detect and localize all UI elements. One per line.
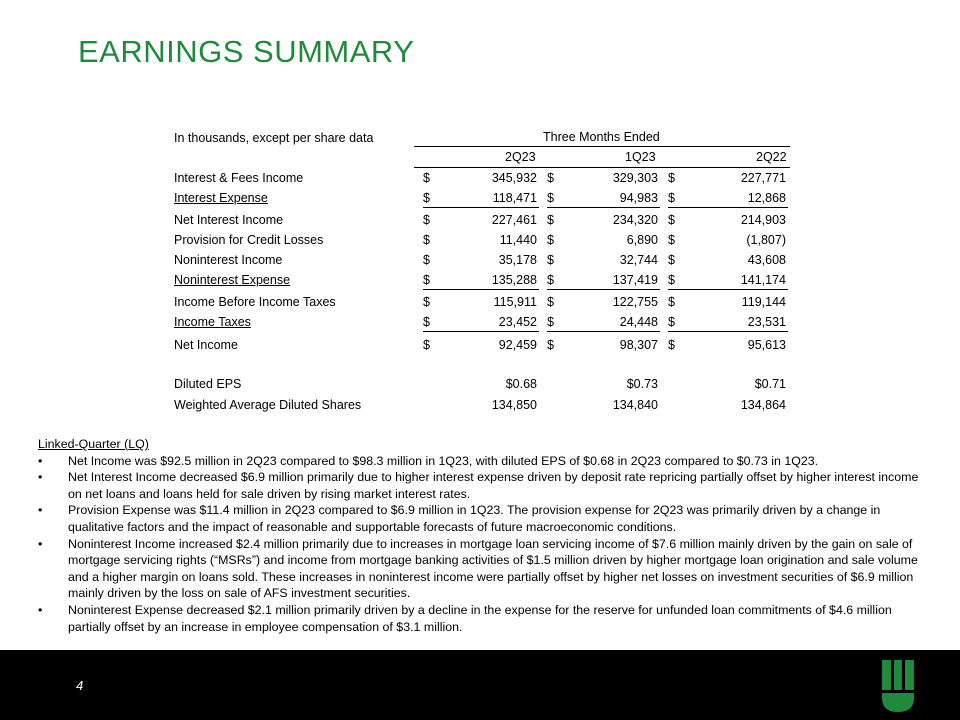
table-cell-value: 23,531 [747,315,786,329]
table-cell-currency: $ [668,191,675,205]
table-cell-value: 12,868 [747,191,786,205]
table-cell-currency: $ [668,338,675,352]
table-row-label: Income Taxes [174,315,251,329]
table-cell-currency: $ [547,295,554,309]
column-header-1q23: 1Q23 [625,150,656,164]
table-cell-value: 95,613 [747,338,786,352]
table-cell-value: 122,755 [612,295,658,309]
table-cell-currency: $ [423,338,430,352]
page-number: 4 [76,678,84,693]
table-cell-value: 135,288 [491,273,537,287]
table-cell-currency: $ [547,233,554,247]
table-cell-value: 134,840 [612,398,658,412]
table-cell-currency: $ [547,315,554,329]
note-bullet-item [38,502,933,535]
table-cell-value: 137,419 [612,273,658,287]
table-cell-currency: $ [423,171,430,185]
table-cell-value: 98,307 [619,338,658,352]
note-bullet-item [38,453,933,470]
note-bullet-item [38,469,933,502]
bank-logo-icon [880,660,916,712]
table-cell-value: 35,178 [498,253,537,267]
table-cell-value: 119,144 [741,295,786,309]
notes-heading: Linked-Quarter (LQ) [38,437,149,451]
table-cell-currency: $ [668,213,675,227]
table-cell-value: 141,174 [740,273,786,287]
column-header-2q23: 2Q23 [505,150,536,164]
period-header: Three Months Ended [543,130,660,144]
table-cell-value: $0.68 [505,377,537,391]
note-bullet-item [38,536,933,602]
subtotal-rule [423,207,539,208]
table-cell-currency: $ [668,171,675,185]
table-row-label: Net Interest Income [174,213,284,227]
note-text: Net Income was $92.5 million in 2Q23 compared to $98.3 million in 1Q23, with diluted EPS of $0.68 in 2Q23 compared to $0.73 in 1Q23. [68,453,819,468]
table-cell-value: 24,448 [619,315,658,329]
table-caption: In thousands, except per share data [174,131,374,145]
subtotal-rule [423,331,539,332]
table-cell-value: 134,864 [740,398,786,412]
table-cell-value: $0.73 [626,377,658,391]
table-cell-currency: $ [668,295,675,309]
table-cell-currency: $ [668,273,675,287]
table-cell-value: 345,932 [491,171,537,185]
table-cell-currency: $ [423,253,430,267]
table-cell-currency: $ [668,233,675,247]
table-row-label: Income Before Income Taxes [174,295,336,309]
table-cell-value: 329,303 [612,171,658,185]
table-cell-currency: $ [547,191,554,205]
notes-section [38,436,933,635]
table-cell-currency: $ [423,233,430,247]
subtotal-rule [547,289,660,290]
table-cell-value: $0.71 [754,377,786,391]
table-cell-currency: $ [547,273,554,287]
table-cell-currency: $ [547,213,554,227]
column-header-2q22: 2Q22 [756,150,787,164]
table-cell-currency: $ [423,273,430,287]
table-cell-currency: $ [547,253,554,267]
subtotal-rule [547,331,660,332]
table-cell-value: 94,983 [619,191,658,205]
table-cell-currency: $ [423,295,430,309]
subtotal-rule [547,207,660,208]
table-row-label: Interest Expense [174,191,268,205]
bullet-icon: • [38,503,43,518]
table-cell-value: 6,890 [626,233,658,247]
table-cell-currency: $ [547,338,554,352]
column-header-divider [414,167,790,168]
table-cell-value: 92,459 [498,338,537,352]
table-row-label: Noninterest Income [174,253,283,267]
table-row-label: Provision for Credit Losses [174,233,324,247]
note-text: Net Interest Income decreased $6.9 million primarily due to higher interest expense driven by deposit rate repricing partially offset by higher interest income on net loans and loans held for sale driven by rising market interest rates. [68,470,919,501]
table-cell-value: 23,452 [498,315,537,329]
bullet-icon: • [38,453,43,468]
table-cell-currency: $ [668,253,675,267]
table-cell-value: 32,744 [619,253,658,267]
table-cell-value: 43,608 [747,253,786,267]
bullet-icon: • [38,470,43,485]
table-cell-currency: $ [423,213,430,227]
note-text: Provision Expense was $11.4 million in 2Q23 compared to $6.9 million in 1Q23. The provision expense for 2Q23 was primarily driven by a change in qualitative factors and the impact of reasonable and supportable forecasts of future macroeconomic conditions. [68,503,881,534]
bullet-icon: • [38,602,43,617]
note-text: Noninterest Expense decreased $2.1 million primarily driven by a decline in the expense for the reserve for unfunded loan commitments of $4.6 million partially offset by an increase in employee compensation of $3.1 million. [68,602,892,634]
note-text: Noninterest Income increased $2.4 million primarily due to increases in mortgage loan servicing income of $7.6 million mainly driven by the gain on sale of mortgage servicing rights (“MSRs”) and income from mortgage banking activities of $1.5 million driven by higher mortgage loan origination and sale volume and a higher margin on loans sold. These increases in noninterest income were partially offset by higher net losses on investment securities of $6.9 million mainly driven by the loss on sale of AFS investment securities. [68,536,918,601]
table-cell-currency: $ [668,315,675,329]
table-cell-value: 118,471 [492,191,537,205]
table-cell-value: 134,850 [491,398,537,412]
subtotal-rule [668,289,788,290]
header-divider [414,146,790,147]
table-cell-currency: $ [423,191,430,205]
table-cell-value: (1,807) [746,233,786,247]
subtotal-rule [423,289,539,290]
table-cell-value: 234,320 [612,213,658,227]
table-cell-currency: $ [423,315,430,329]
bullet-icon: • [38,536,43,551]
table-row-label: Net Income [174,338,238,352]
table-cell-value: 227,771 [740,171,786,185]
notes-list [38,453,933,636]
page-title: EARNINGS SUMMARY [78,34,415,69]
table-cell-currency: $ [547,171,554,185]
table-cell-value: 227,461 [491,213,537,227]
table-cell-value: 214,903 [740,213,786,227]
note-bullet-item [38,602,933,635]
table-row-label: Diluted EPS [174,377,242,391]
subtotal-rule [668,207,788,208]
table-row-label: Interest & Fees Income [174,171,304,185]
subtotal-rule [668,331,788,332]
table-row-label: Noninterest Expense [174,273,291,287]
table-row-label: Weighted Average Diluted Shares [174,398,362,412]
table-cell-value: 115,911 [493,295,537,309]
table-cell-value: 11,440 [499,233,537,247]
footer-bar [0,650,960,720]
